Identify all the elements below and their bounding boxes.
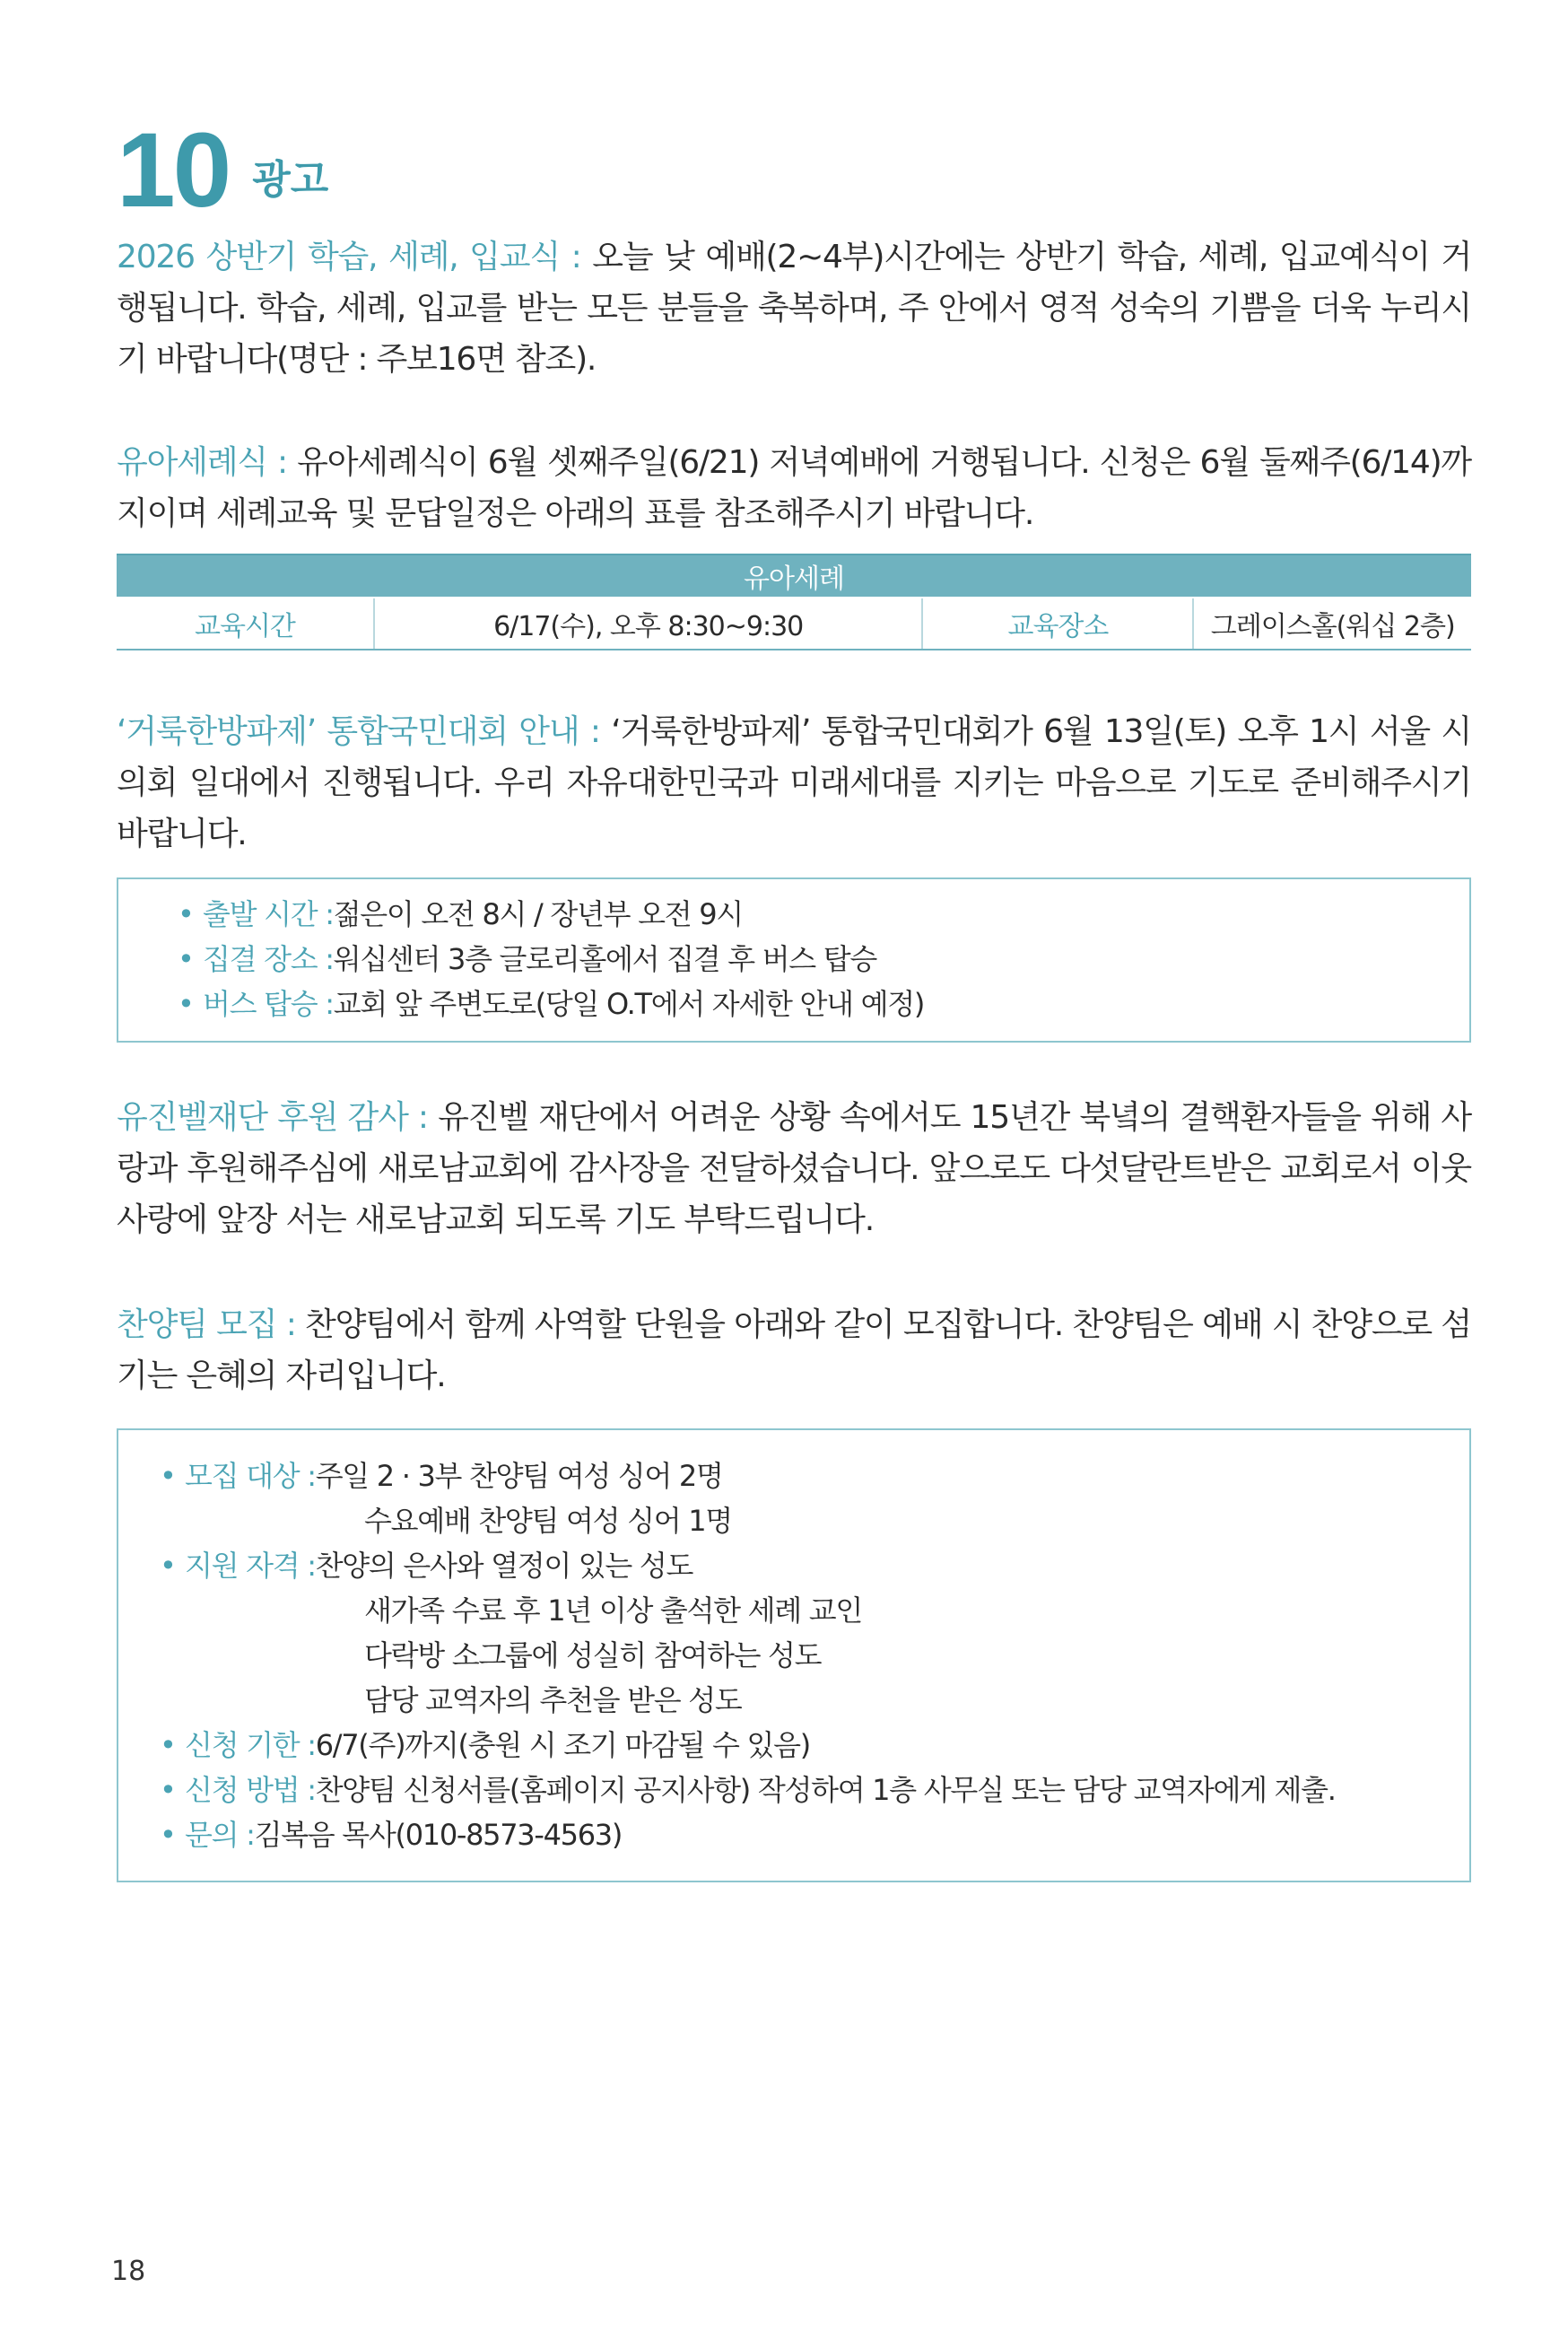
list-item (160, 1812, 1469, 1857)
item-value: 젊은이 오전 8시 / 장년부 오전 9시 (333, 897, 743, 931)
item-label: 모집 대상 : (185, 1459, 316, 1493)
item-value: 6/7(주)까지(충원 시 조기 마감될 수 있음) (315, 1728, 810, 1762)
item-continuation: 다락방 소그룹에 성실히 참여하는 성도 (364, 1638, 822, 1672)
list-item (160, 1543, 1469, 1588)
infant-baptism-table (117, 554, 1471, 650)
notice-text: 유진벨 재단에서 어려운 상황 속에서도 15년간 북녘의 결핵환자들을 위해 사랑과 후원해주심에 새로남교회에 감사장을 전달하셨습니다. 앞으로도 다섯달란트받은 교회로서 이웃사랑에 앞장 서는 새로남교회 되도록 기도 부탁드립니다. (117, 1099, 1472, 1238)
item-continuation: 수요예배 찬양팀 여성 싱어 1명 (364, 1504, 732, 1538)
item-value: 주일 2 · 3부 찬양팀 여성 싱어 2명 (315, 1459, 723, 1493)
item-label: 출발 시간 : (203, 897, 334, 931)
item-value: 김복음 목사(010-8573-4563) (254, 1818, 623, 1852)
item-label: 문의 : (185, 1818, 255, 1852)
bullet-icon: • (160, 1459, 176, 1493)
item-label: 지원 자격 : (185, 1549, 316, 1583)
table-row (117, 598, 1471, 650)
bullet-icon: • (160, 1728, 176, 1762)
notice-text: 유아세례식이 6월 셋째주일(6/21) 저녁예배에 거행됩니다. 신청은 6월 둘째주(6/14)까지이며 세례교육 및 문답일정은 아래의 표를 참조해주시기 바랍니다. (117, 444, 1471, 532)
section-number: 10 (117, 111, 230, 230)
bullet-icon: • (160, 1549, 176, 1583)
list-item (160, 1768, 1469, 1812)
item-label: 신청 기한 : (185, 1728, 316, 1762)
item-value: 찬양팀 신청서를(홈페이지 공지사항) 작성하여 1층 사무실 또는 담당 교역자에게 제출. (315, 1773, 1336, 1807)
item-continuation: 담당 교역자의 추천을 받은 성도 (364, 1683, 742, 1717)
notice-text: 오늘 낮 예배(2~4부)시간에는 상반기 학습, 세례, 입교예식이 거행됩니다. 학습, 세례, 입교를 받는 모든 분들을 축복하며, 주 안에서 영적 성숙의 기쁨을 더욱 누리시기 바랍니다(명단 : 주보16면 참조). (117, 239, 1471, 378)
notice-infant-baptism (117, 437, 1471, 539)
item-label: 신청 방법 : (185, 1773, 316, 1807)
list-item (178, 982, 1469, 1026)
section-title: 광고 (252, 157, 329, 203)
page-number: 18 (111, 2256, 146, 2287)
education-place-value: 그레이스홀(워십 2층) (1193, 598, 1471, 650)
notice-text: ‘거룩한방파제’ 통합국민대회가 6월 13일(토) 오후 1시 서울 시의회 일대에서 진행됩니다. 우리 자유대한민국과 미래세대를 지키는 마음으로 기도로 준비해주시기 바랍니다. (117, 713, 1471, 852)
notice-text: 찬양팀에서 함께 사역할 단원을 아래와 같이 모집합니다. 찬양팀은 예배 시 찬양으로 섬기는 은혜의 자리입니다. (117, 1306, 1472, 1394)
notice-eugene-bell (117, 1092, 1471, 1245)
list-item (160, 1723, 1469, 1768)
notice-lead: ‘거룩한방파제’ 통합국민대회 안내 : (117, 713, 600, 750)
bullet-icon: • (178, 942, 194, 976)
item-label: 버스 탑승 : (203, 987, 334, 1021)
bullet-icon: • (160, 1773, 176, 1807)
list-item (160, 1454, 1469, 1498)
praise-team-box (117, 1428, 1471, 1882)
notice-lead: 찬양팀 모집 : (117, 1306, 296, 1343)
notice-lead: 유아세례식 : (117, 444, 287, 481)
item-label: 집결 장소 : (203, 942, 334, 976)
list-item (178, 892, 1469, 937)
rally-info-box (117, 877, 1471, 1043)
item-value: 찬양의 은사와 열정이 있는 성도 (315, 1549, 693, 1583)
notice-baptism-ceremony (117, 231, 1471, 385)
item-continuation: 새가족 수료 후 1년 이상 출석한 세례 교인 (364, 1593, 862, 1628)
notice-praise-team (117, 1299, 1471, 1401)
item-value: 교회 앞 주변도로(당일 O.T에서 자세한 안내 예정) (333, 987, 925, 1021)
bullet-icon: • (178, 897, 194, 931)
education-time-label: 교육시간 (117, 598, 374, 650)
education-place-label: 교육장소 (922, 598, 1193, 650)
bullet-icon: • (160, 1818, 176, 1852)
bullet-icon: • (178, 987, 194, 1021)
section-header (117, 108, 1471, 230)
notice-lead: 2026 상반기 학습, 세례, 입교식 : (117, 239, 581, 275)
table-header: 유아세례 (117, 554, 1471, 598)
education-time-value: 6/17(수), 오후 8:30~9:30 (374, 598, 923, 650)
list-item (178, 937, 1469, 982)
notice-rally (117, 706, 1471, 860)
item-value: 워십센터 3층 글로리홀에서 집결 후 버스 탑승 (333, 942, 876, 976)
notice-lead: 유진벨재단 후원 감사 : (117, 1099, 428, 1136)
announcement-page (117, 108, 1471, 1882)
